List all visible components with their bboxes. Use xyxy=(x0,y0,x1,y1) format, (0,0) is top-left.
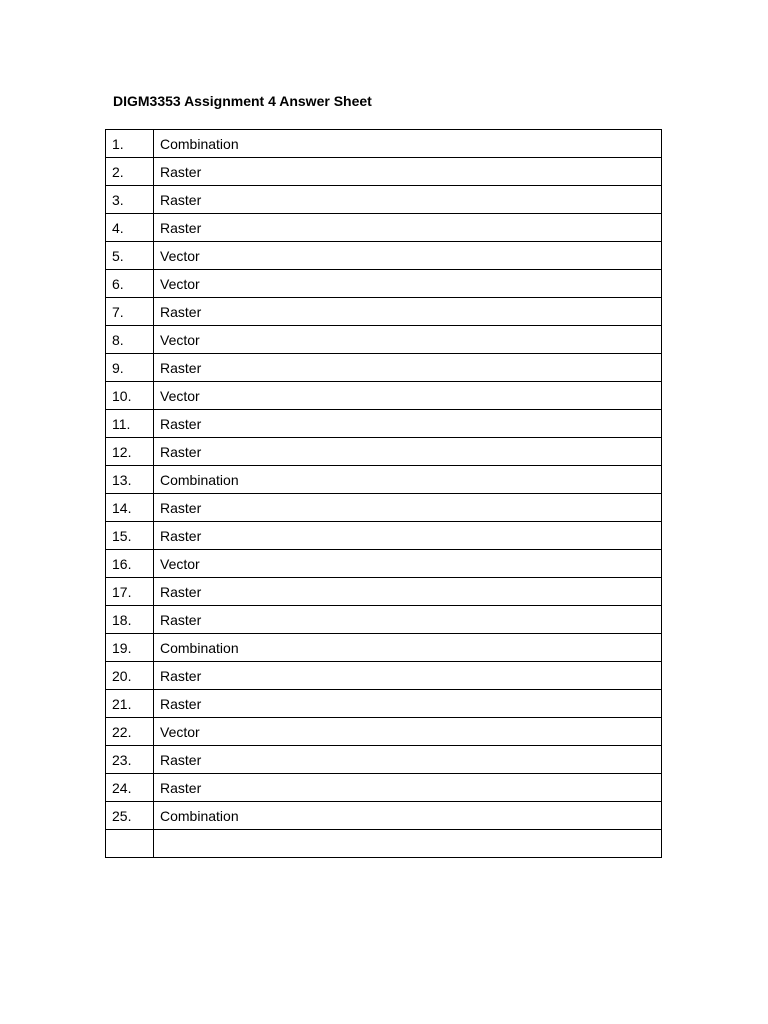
question-number-cell: 14. xyxy=(106,494,154,522)
table-row xyxy=(106,830,662,858)
question-number-cell: 6. xyxy=(106,270,154,298)
table-row xyxy=(106,214,662,242)
table-row xyxy=(106,242,662,270)
table-row xyxy=(106,130,662,158)
answer-cell: Vector xyxy=(154,242,662,270)
table-row xyxy=(106,326,662,354)
table-row xyxy=(106,466,662,494)
question-number-cell: 4. xyxy=(106,214,154,242)
answer-cell: Raster xyxy=(154,186,662,214)
table-row xyxy=(106,774,662,802)
question-number-cell: 15. xyxy=(106,522,154,550)
answer-cell: Vector xyxy=(154,270,662,298)
answer-cell: Combination xyxy=(154,466,662,494)
question-number-cell: 2. xyxy=(106,158,154,186)
question-number-cell: 16. xyxy=(106,550,154,578)
answer-cell xyxy=(154,830,662,858)
table-row xyxy=(106,718,662,746)
answer-cell: Raster xyxy=(154,746,662,774)
answer-cell: Vector xyxy=(154,382,662,410)
question-number-cell: 11. xyxy=(106,410,154,438)
table-row xyxy=(106,438,662,466)
answer-cell: Raster xyxy=(154,214,662,242)
question-number-cell: 12. xyxy=(106,438,154,466)
answer-cell: Raster xyxy=(154,158,662,186)
question-number-cell: 21. xyxy=(106,690,154,718)
answer-cell: Combination xyxy=(154,130,662,158)
answer-cell: Raster xyxy=(154,522,662,550)
table-row xyxy=(106,606,662,634)
page-title: DIGM3353 Assignment 4 Answer Sheet xyxy=(113,93,372,109)
answer-cell: Combination xyxy=(154,802,662,830)
question-number-cell: 8. xyxy=(106,326,154,354)
question-number-cell: 3. xyxy=(106,186,154,214)
table-row xyxy=(106,662,662,690)
answer-cell: Combination xyxy=(154,634,662,662)
answer-cell: Vector xyxy=(154,718,662,746)
question-number-cell: 9. xyxy=(106,354,154,382)
table-row xyxy=(106,382,662,410)
question-number-cell: 19. xyxy=(106,634,154,662)
answer-cell: Vector xyxy=(154,326,662,354)
answer-table xyxy=(105,129,662,858)
question-number-cell: 7. xyxy=(106,298,154,326)
answer-cell: Raster xyxy=(154,774,662,802)
table-row xyxy=(106,410,662,438)
question-number-cell: 18. xyxy=(106,606,154,634)
question-number-cell xyxy=(106,830,154,858)
answer-cell: Raster xyxy=(154,578,662,606)
question-number-cell: 10. xyxy=(106,382,154,410)
table-row xyxy=(106,550,662,578)
table-row xyxy=(106,186,662,214)
table-row xyxy=(106,354,662,382)
answer-cell: Raster xyxy=(154,690,662,718)
question-number-cell: 1. xyxy=(106,130,154,158)
table-row xyxy=(106,802,662,830)
table-row xyxy=(106,494,662,522)
table-row xyxy=(106,158,662,186)
answer-cell: Vector xyxy=(154,550,662,578)
question-number-cell: 13. xyxy=(106,466,154,494)
question-number-cell: 22. xyxy=(106,718,154,746)
answer-table-body xyxy=(106,130,662,858)
question-number-cell: 25. xyxy=(106,802,154,830)
answer-cell: Raster xyxy=(154,606,662,634)
answer-cell: Raster xyxy=(154,410,662,438)
answer-cell: Raster xyxy=(154,354,662,382)
table-row xyxy=(106,522,662,550)
answer-cell: Raster xyxy=(154,662,662,690)
answer-cell: Raster xyxy=(154,494,662,522)
answer-cell: Raster xyxy=(154,438,662,466)
question-number-cell: 24. xyxy=(106,774,154,802)
table-row xyxy=(106,578,662,606)
answer-cell: Raster xyxy=(154,298,662,326)
question-number-cell: 5. xyxy=(106,242,154,270)
table-row xyxy=(106,298,662,326)
table-row xyxy=(106,270,662,298)
question-number-cell: 17. xyxy=(106,578,154,606)
question-number-cell: 23. xyxy=(106,746,154,774)
table-row xyxy=(106,634,662,662)
question-number-cell: 20. xyxy=(106,662,154,690)
table-row xyxy=(106,690,662,718)
table-row xyxy=(106,746,662,774)
